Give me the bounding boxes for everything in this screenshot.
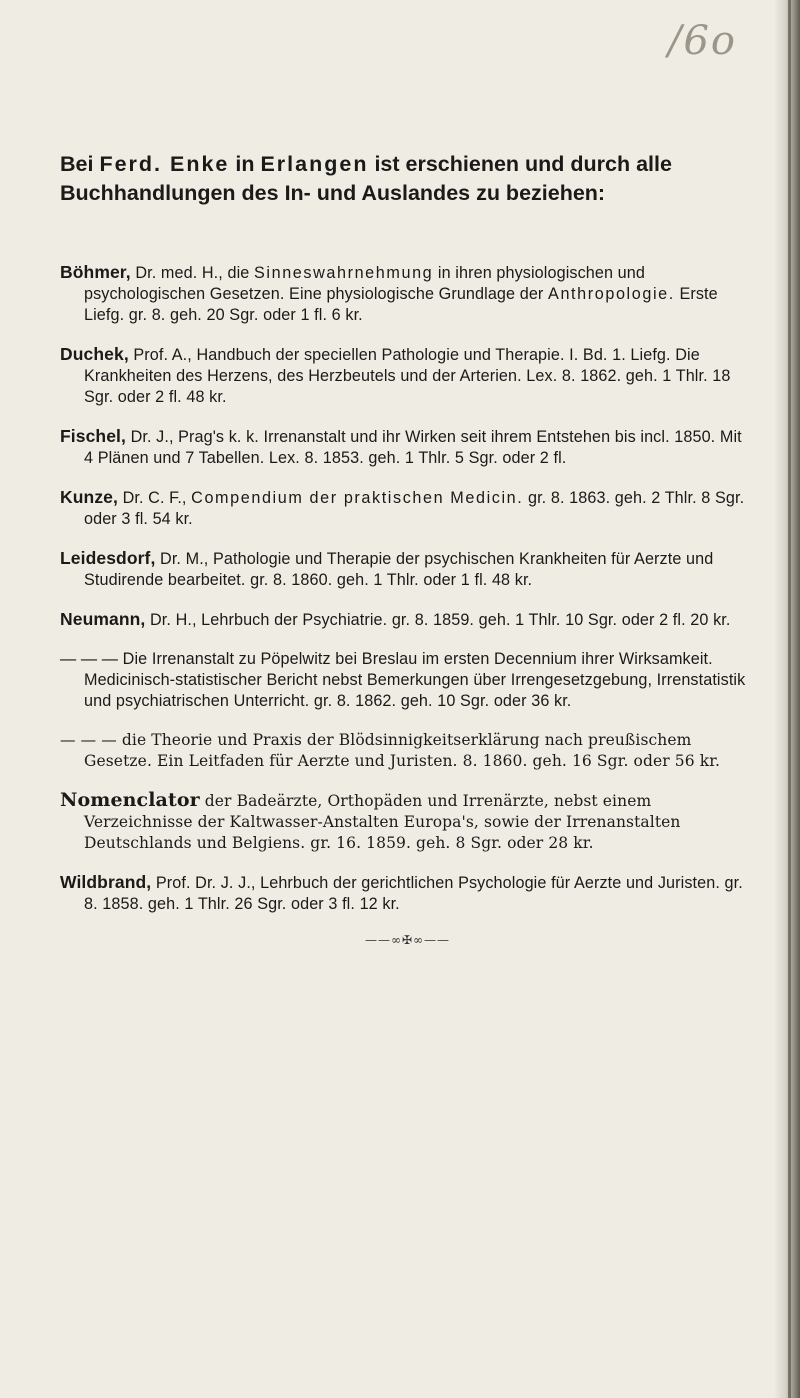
book-entry-duchek (60, 344, 755, 408)
entry-text: in ihren physiologischen und psychologischen Gesetzen. Eine physiologische Grundlage der (84, 264, 645, 303)
entry-text: Dr. M., Pathologie und Therapie der psychischen Krankheiten für Aerzte und Studirende bearbeitet. gr. 8. 1860. geh. 1 Thlr. oder 1 fl. 48 kr. (84, 550, 714, 589)
author-name: Fischel, (60, 426, 126, 446)
entry-text: Dr. H., Lehrbuch der Psychiatrie. gr. 8. 1859. geh. 1 Thlr. 10 Sgr. oder 2 fl. 20 kr. (150, 611, 731, 629)
entry-text: der Badeärzte, Orthopäden und Irrenärzte, nebst einem Verzeichnisse der Kaltwasser-Anstalten Europa's, sowie der Irrenanstalten Deutschlands und Belgiens. gr. 16. 1859. geh. 8 Sgr. oder 28 kr. (84, 792, 681, 852)
entry-text: Dr. C. F., (122, 489, 187, 507)
author-name: Neumann, (60, 609, 146, 629)
book-entry-wildbrand (60, 872, 755, 915)
book-entry-neumann-2 (60, 649, 755, 712)
book-entry-kunze (60, 487, 755, 530)
page-edge-shadow (774, 0, 800, 1398)
entry-text: die Theorie und Praxis der Blödsinnigkeitserklärung nach preußischem Gesetze. Ein Leitfaden für Aerzte und Juristen. 8. 1860. geh. 16 Sgr. oder 56 kr. (84, 731, 721, 770)
entry-text: Dr. med. H., die (135, 264, 250, 282)
publisher-announcement (60, 150, 750, 208)
book-entry-nomenclator (60, 790, 755, 854)
book-entry-fischel (60, 426, 755, 469)
ditto-dash: — — — (60, 731, 117, 749)
book-entry-neumann (60, 609, 755, 631)
publisher-name: Ferd. Enke (99, 152, 230, 176)
author-name: Duchek, (60, 344, 129, 364)
author-name: Wildbrand, (60, 872, 152, 892)
page-edge-line (788, 0, 791, 1398)
intro-lead: Bei (60, 152, 94, 176)
entry-text: Prof. A., Handbuch der speciellen Pathologie und Therapie. I. Bd. 1. Liefg. Die Krankheiten des Herzens, des Herzbeutels und der Arterien. Lex. 8. 1862. geh. 1 Thlr. 18 Sgr. oder 2 fl. 48 kr. (84, 346, 731, 406)
publisher-city: Erlangen (260, 152, 369, 176)
entry-text: gr. 8. 1863. geh. 2 Thlr. 8 Sgr. oder 3 fl. 54 kr. (84, 489, 745, 528)
intro-mid: in (235, 152, 255, 176)
book-entry-leidesdorf (60, 548, 755, 591)
closing-ornament: ——∞✠∞—— (364, 933, 451, 947)
work-title: Sinneswahrnehmung (254, 264, 434, 282)
author-name: Kunze, (60, 487, 118, 507)
author-name: Nomenclator (60, 789, 200, 811)
author-name: Böhmer, (60, 262, 131, 282)
entry-text: Erste Liefg. gr. 8. geh. 20 Sgr. oder 1 fl. 6 kr. (84, 285, 718, 324)
book-entry-boehmer (60, 262, 755, 326)
work-title: Compendium der praktischen Medicin. (191, 489, 524, 507)
work-title: Anthropologie. (548, 285, 675, 303)
entry-text: Prof. Dr. J. J., Lehrbuch der gerichtlichen Psychologie für Aerzte und Juristen. gr. 8. 1858. geh. 1 Thlr. 26 Sgr. oder 3 fl. 12 kr. (84, 874, 743, 913)
entry-text: Dr. J., Prag's k. k. Irrenanstalt und ihr Wirken seit ihrem Entstehen bis incl. 1850. Mit 4 Plänen und 7 Tabellen. Lex. 8. 1853. geh. 1 Thlr. 5 Sgr. oder 2 fl. (84, 428, 742, 467)
entry-text: Die Irrenanstalt zu Pöpelwitz bei Breslau im ersten Decennium ihrer Wirksamkeit. Medicinisch-statistischer Bericht nebst Bemerkungen über Irrengesetzgebung, Irrenstatistik und psychiatrischen Unterricht. gr. 8. 1862. geh. 10 Sgr. oder 36 kr. (84, 650, 746, 710)
book-list (60, 262, 755, 947)
handwritten-pencil-mark: /6o (668, 18, 738, 64)
intro-tail: ist erschienen und durch alle Buchhandlungen des In- und Auslandes zu beziehen: (60, 152, 672, 205)
author-name: Leidesdorf, (60, 548, 156, 568)
ditto-dash: — — — (60, 650, 119, 668)
book-entry-neumann-3 (60, 730, 755, 772)
